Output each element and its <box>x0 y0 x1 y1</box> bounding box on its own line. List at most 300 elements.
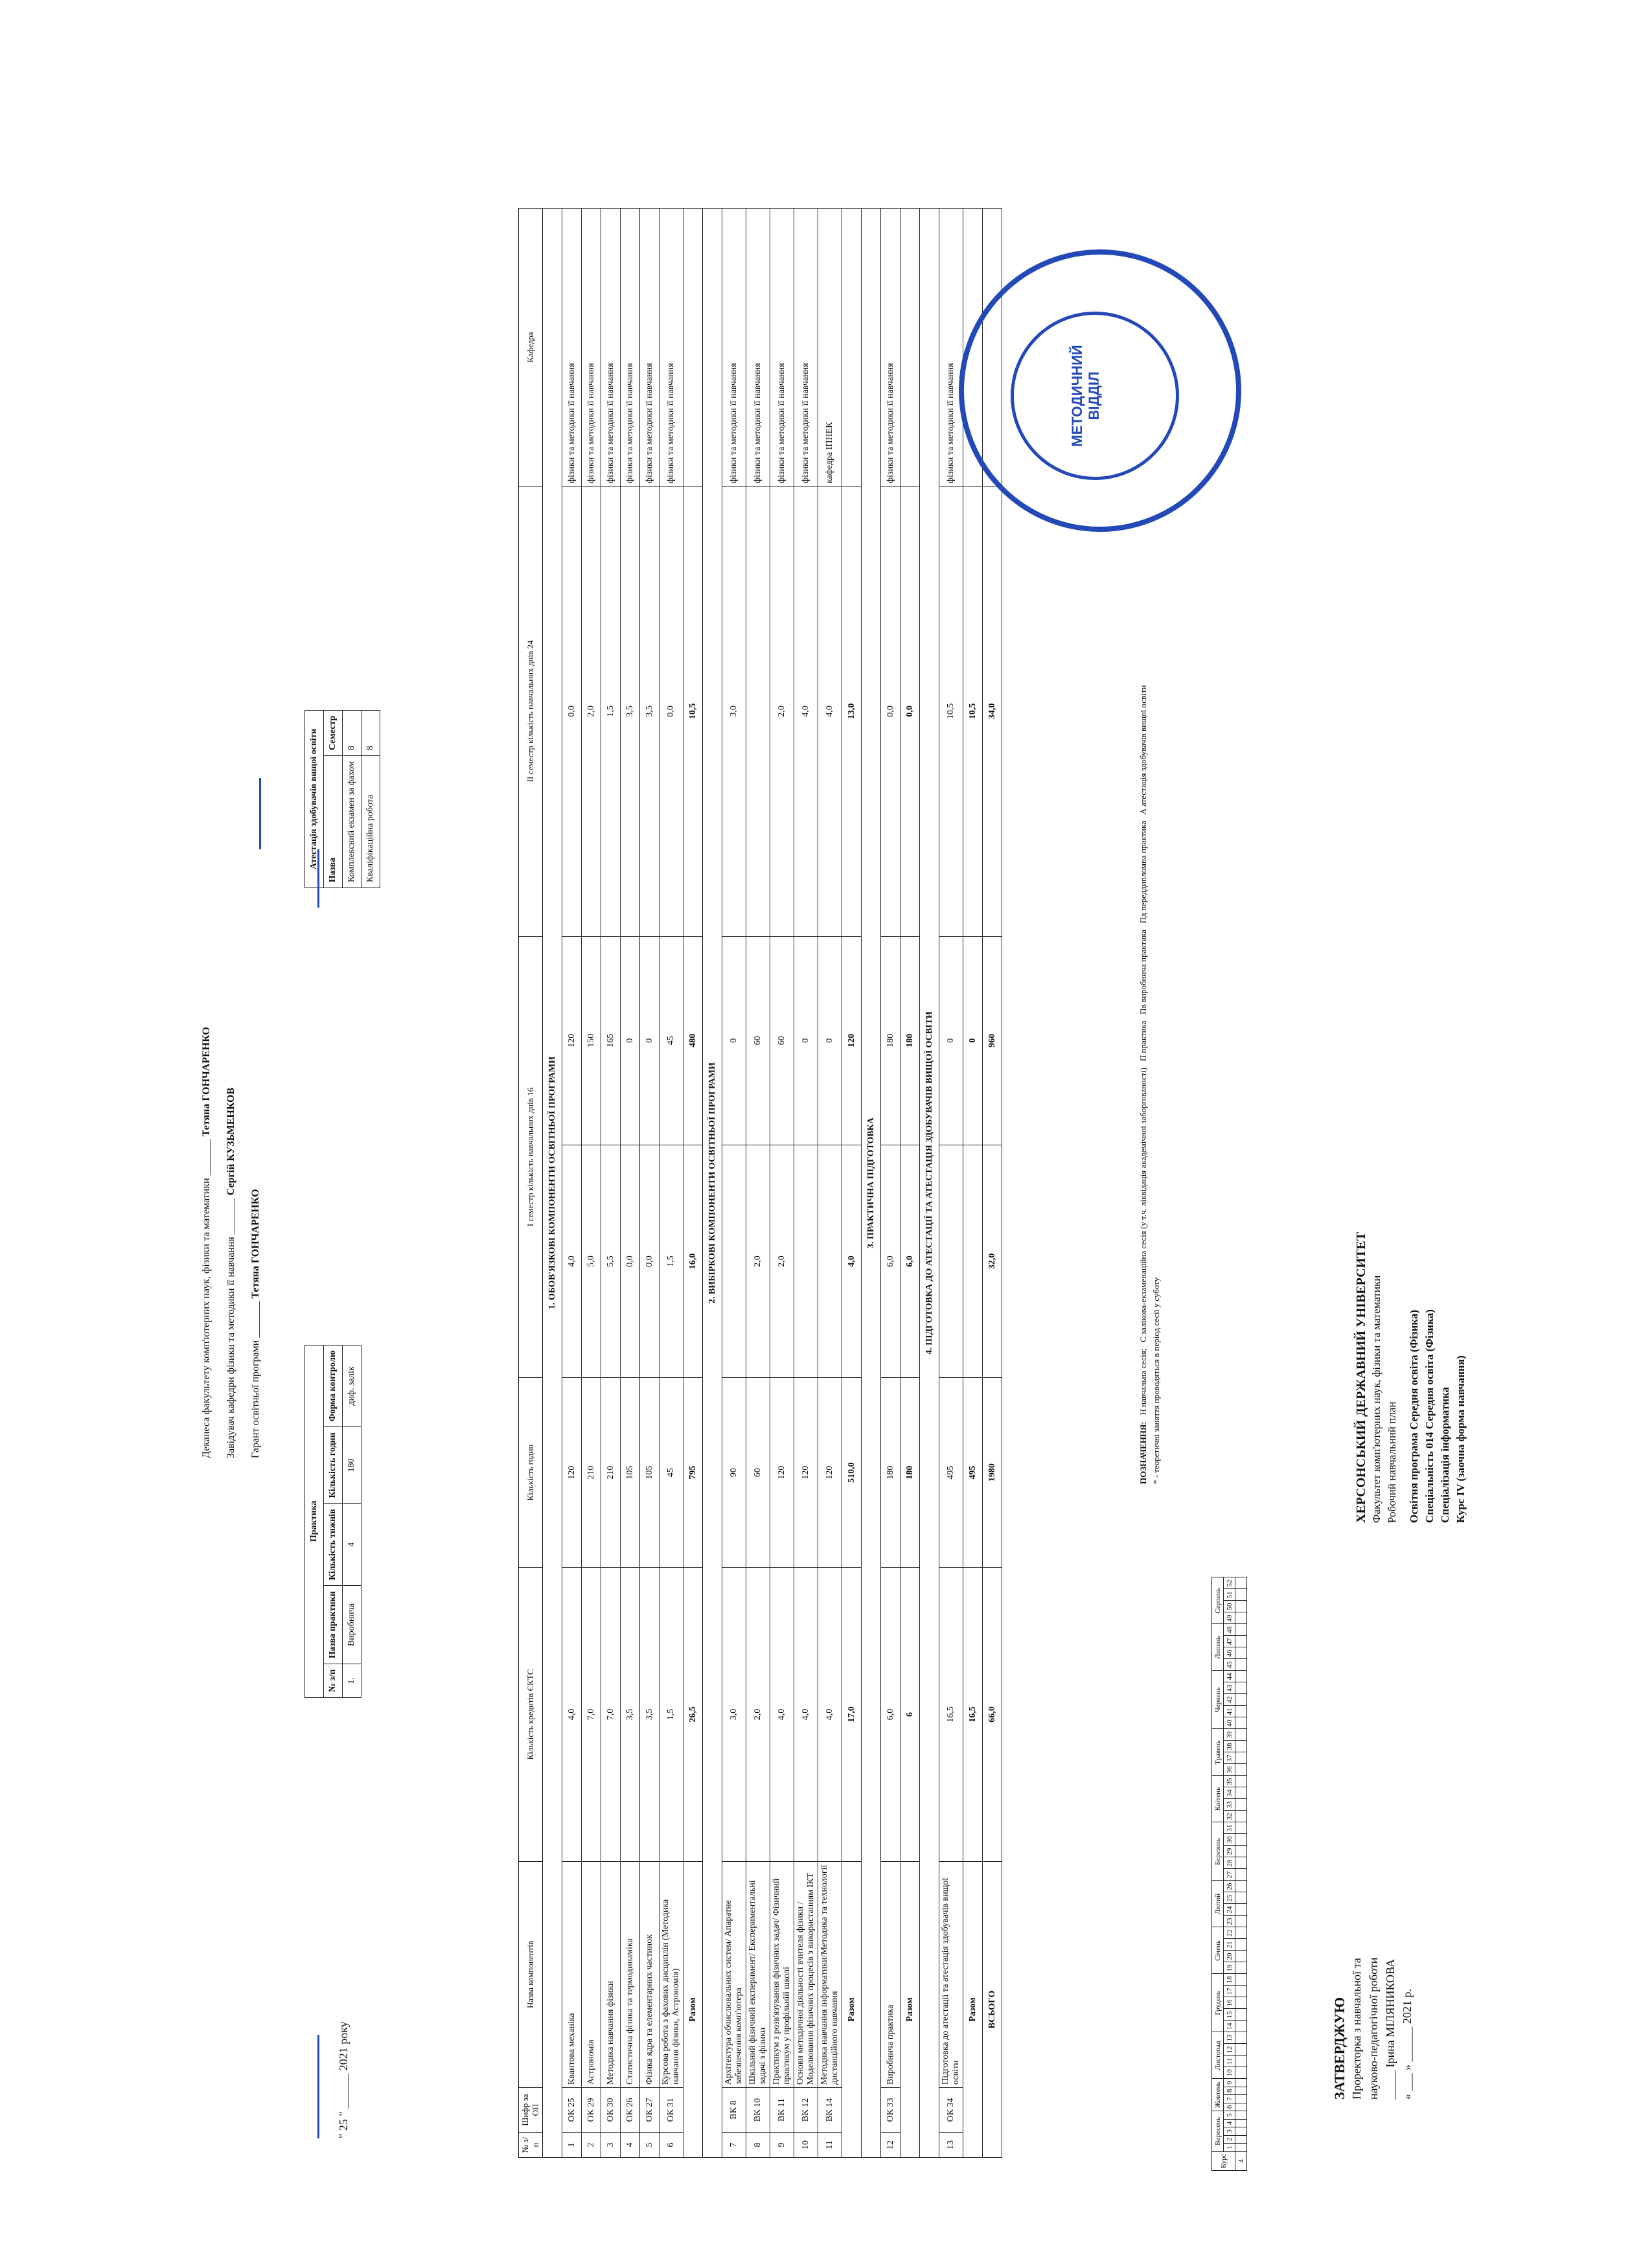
plan-cell-name: Квантова механіка <box>562 1862 582 2088</box>
plan-cell-s2cr: 4,0 <box>794 487 818 937</box>
total-cr: 6 <box>901 1567 920 1861</box>
practice-name: Виробнича <box>343 1586 361 1664</box>
signatures <box>194 551 268 1458</box>
plan-cell-name: Методика навчання фізики <box>601 1862 621 2088</box>
plan-cell-dept: фізики та методики її навчання <box>601 209 621 487</box>
schedule-cell <box>1235 1846 1247 1857</box>
plan-cell-h: 120 <box>562 1378 582 1568</box>
schedule-cell <box>1235 1612 1247 1624</box>
schedule-cell <box>1235 1624 1247 1636</box>
approval-date: « ___ » ______ 2021 р. <box>1401 1989 1414 2100</box>
schedule-cell <box>1235 1752 1247 1764</box>
plan-cell-n: 2 <box>582 2133 601 2158</box>
total-row <box>901 209 920 2158</box>
plan-cell-name: Курсова робота з фахових дисциплін (Методика навчання фізики, Астрономія) <box>660 1862 683 2088</box>
week-cell: 24 <box>1224 1904 1235 1916</box>
plan-cell-dept: фізики та методики її навчання <box>640 209 660 487</box>
plan-cell-s1cr: 1,5 <box>660 1145 683 1377</box>
total-s1t: 480 <box>683 936 703 1145</box>
practice-table <box>304 1345 361 1698</box>
plan-cell-s1cr: 0,0 <box>640 1145 660 1377</box>
plan-row <box>881 209 901 2158</box>
plan-row <box>562 209 582 2158</box>
plan-row <box>640 209 660 2158</box>
week-cell: 34 <box>1224 1787 1235 1799</box>
plan-row <box>770 209 794 2158</box>
schedule-table <box>1211 1577 1247 2171</box>
plan-row <box>939 209 963 2158</box>
practice-h-form: Форма контролю <box>324 1345 343 1427</box>
plan-cell-code: ВК 14 <box>818 2088 842 2133</box>
approval-line-2: науково-педагогічної роботи <box>1367 1957 1380 2100</box>
col-sem1: I семестр кількість навчальних днів 16 <box>519 936 543 1377</box>
plan-cell-h: 120 <box>794 1378 818 1568</box>
plan-cell-name: Практикум з розв'язування фізичних задач/ Фізичний практикум у профільній школі <box>770 1862 794 2088</box>
plan-cell-dept: фізики та методики її навчання <box>881 209 901 487</box>
plan-cell-cr: 4,0 <box>562 1567 582 1861</box>
plan-cell-h: 120 <box>770 1378 794 1568</box>
month: Травень <box>1212 1729 1224 1776</box>
schedule-course-number: 4 <box>1235 2151 1247 2170</box>
schedule-cell <box>1235 2056 1247 2067</box>
total-label: Разом <box>963 1862 983 2158</box>
signature-name: Тетяна ГОНЧАРЕНКО <box>201 1027 212 1137</box>
signature-dean: Деканеса факультету комп'ютерних наук, фізики та математики _______ Тетяна ГОНЧАРЕНКО <box>201 1027 212 1458</box>
course: Курс IV (заочна форма навчання) <box>1454 1355 1467 1523</box>
week-cell: 29 <box>1224 1846 1235 1857</box>
week-cell: 6 <box>1224 2103 1235 2111</box>
plan-cell-n: 10 <box>794 2133 818 2158</box>
section-4-rows <box>939 209 963 2158</box>
plan-row <box>746 209 770 2158</box>
total-s1t: 960 <box>983 936 1002 1145</box>
plan-cell-s2cr: 4,0 <box>818 487 842 937</box>
schedule-cell <box>1235 2095 1247 2103</box>
plan-cell-s1cr: 2,0 <box>770 1145 794 1377</box>
doc-header <box>1354 65 1469 1523</box>
signature-scribble <box>279 2035 319 2138</box>
section-row <box>703 209 722 2158</box>
schedule-course-row <box>1235 1577 1247 2171</box>
schedule-cell <box>1235 2144 1247 2152</box>
attestation-sem: 8 <box>343 710 361 755</box>
plan-cell-s1t: 180 <box>881 936 901 1145</box>
plan-cell-dept: фізики та методики її навчання <box>660 209 683 487</box>
schedule-cell <box>1235 1647 1247 1659</box>
schedule-cell <box>1235 1869 1247 1881</box>
doc-title: Робочий навчальний план <box>1386 1401 1398 1523</box>
plan-cell-code: ОК 27 <box>640 2088 660 2133</box>
plan-cell-cr: 3,0 <box>722 1567 746 1861</box>
plan-cell-name: Астрономія <box>582 1862 601 2088</box>
plan-cell-name: Основи методичної діяльності вчителя фізики / Моделювання фізичних процесів з використанням ІКТ <box>794 1862 818 2088</box>
total-row <box>842 209 862 2158</box>
month: Серпень <box>1212 1577 1224 1624</box>
month: Лютий <box>1212 1881 1224 1927</box>
week-cell: 51 <box>1224 1589 1235 1601</box>
month: Вересень <box>1212 2111 1224 2152</box>
plan-cell-dept: фізики та методики її навчання <box>939 209 963 487</box>
month: Грудень <box>1212 1974 1224 2032</box>
plan-cell-dept: фізики та методики її навчання <box>562 209 582 487</box>
section-title: 1. ОБОВ'ЯЗКОВІ КОМПОНЕНТИ ОСВІТНЬОЇ ПРОГРАМИ <box>543 209 562 2158</box>
plan-cell-cr: 3,5 <box>640 1567 660 1861</box>
week-cell: 8 <box>1224 2087 1235 2095</box>
schedule-course-label: Курс <box>1212 2151 1235 2170</box>
plan-cell-dept: кафедра ІПНЕК <box>818 209 842 487</box>
section-title: 4. ПІДГОТОВКА ДО АТЕСТАЦІЇ ТА АТЕСТАЦІЯ ЗДОБУВАЧІВ ВИЩОЇ ОСВІТИ <box>920 209 939 2158</box>
col-code: Шифр за ОП <box>519 2088 543 2133</box>
plan-cell-n: 3 <box>601 2133 621 2158</box>
approval-name: _____ Ірина МІЛЯНИКОВА <box>1384 1959 1397 2100</box>
stamp-text: МЕТОДИЧНИЙ ВІДДІЛ <box>1069 345 1102 447</box>
schedule-cell <box>1235 2079 1247 2087</box>
plan-cell-s1cr: 6,0 <box>881 1145 901 1377</box>
total-h: 495 <box>963 1378 983 1568</box>
legend-note: * - теоретичні заняття проводяться в період сесії у суботу <box>1151 1277 1161 1484</box>
week-cell: 39 <box>1224 1729 1235 1741</box>
attestation-row <box>343 710 361 888</box>
plan-cell-name: Виробнича практика <box>881 1862 901 2088</box>
plan-cell-dept: фізики та методики її навчання <box>770 209 794 487</box>
schedule-cell <box>1235 2021 1247 2032</box>
practice-h-hours: Кількість годин <box>324 1427 343 1504</box>
plan-cell-code: ОК 30 <box>601 2088 621 2133</box>
week-cell: 36 <box>1224 1764 1235 1776</box>
week-cell: 41 <box>1224 1706 1235 1717</box>
plan-cell-s1t: 0 <box>640 936 660 1145</box>
week-cell: 17 <box>1224 1986 1235 1997</box>
plan-cell-name: Підготовка до атестації та атестація здобувачів вищої освіти <box>939 1862 963 2088</box>
signature-guarantor: Гарант освітньої програми _______ Тетяна ГОНЧАРЕНКО <box>250 1189 261 1458</box>
schedule-cell <box>1235 1904 1247 1916</box>
plan-row <box>660 209 683 2158</box>
legend-item: Пв виробнича практика <box>1138 929 1148 1014</box>
total-label: Разом <box>901 1862 920 2158</box>
plan-cell-h: 180 <box>881 1378 901 1568</box>
week-cell: 38 <box>1224 1741 1235 1752</box>
col-dept: Кафедра <box>519 209 543 487</box>
legend-item: П практика <box>1138 1020 1148 1062</box>
schedule-cell <box>1235 1927 1247 1939</box>
practice-hours: 180 <box>343 1427 361 1504</box>
week-cell: 32 <box>1224 1811 1235 1822</box>
approval-block <box>1331 1646 1416 2100</box>
plan-cell-name: Шкільний фізичний експеримент/ Експериментальні задачі з фізики <box>746 1862 770 2088</box>
week-cell: 30 <box>1224 1834 1235 1846</box>
schedule-cell <box>1235 1962 1247 1974</box>
faculty-name: Факультет комп'ютерних наук, фізики та математики <box>1370 1275 1382 1523</box>
week-cell: 5 <box>1224 2111 1235 2120</box>
schedule-cell <box>1235 2135 1247 2144</box>
schedule-months-row <box>1212 1577 1224 2171</box>
section-1-rows <box>562 209 683 2158</box>
plan-cell-n: 1 <box>562 2133 582 2158</box>
plan-cell-s2cr: 2,0 <box>770 487 794 937</box>
week-cell: 4 <box>1224 2119 1235 2127</box>
plan-cell-cr: 4,0 <box>770 1567 794 1861</box>
week-cell: 25 <box>1224 1892 1235 1904</box>
attestation-name: Комплексний екзамен за фахом <box>343 756 361 888</box>
week-cell: 42 <box>1224 1694 1235 1706</box>
plan-cell-cr: 16,5 <box>939 1567 963 1861</box>
plan-cell-n: 9 <box>770 2133 794 2158</box>
schedule-cell <box>1235 2103 1247 2111</box>
legend-title: ПОЗНАЧЕННЯ: <box>1138 1421 1148 1484</box>
plan-cell-s1cr: 5,5 <box>601 1145 621 1377</box>
week-cell: 33 <box>1224 1799 1235 1811</box>
attestation-title: Атестація здобувачів вищої освіти <box>305 710 324 888</box>
plan-cell-s2cr: 0,0 <box>562 487 582 937</box>
attestation-row <box>361 710 380 888</box>
signature-name: Тетяна ГОНЧАРЕНКО <box>250 1189 261 1299</box>
plan-cell-cr: 3,5 <box>621 1567 640 1861</box>
plan-cell-s1t: 0 <box>794 936 818 1145</box>
plan-cell-s1t: 60 <box>770 936 794 1145</box>
week-cell: 3 <box>1224 2127 1235 2136</box>
total-cr: 17,0 <box>842 1567 862 1861</box>
week-cell: 27 <box>1224 1869 1235 1881</box>
schedule-cell <box>1235 1974 1247 1986</box>
plan-cell-s1t: 0 <box>818 936 842 1145</box>
practice-title: Практика <box>305 1345 324 1697</box>
week-cell: 20 <box>1224 1951 1235 1962</box>
week-cell: 19 <box>1224 1962 1235 1974</box>
plan-cell-n: 4 <box>621 2133 640 2158</box>
plan-cell-code: ВК 10 <box>746 2088 770 2133</box>
plan-cell-n: 8 <box>746 2133 770 2158</box>
schedule-cell <box>1235 1601 1247 1612</box>
week-cell: 10 <box>1224 2067 1235 2079</box>
schedule-cell <box>1235 2009 1247 2021</box>
plan-cell-name: Архітектура обчислювальних систем/ Апаратне забезпечення комп'ютера <box>722 1862 746 2088</box>
signature-label: Деканеса факультету комп'ютерних наук, фізики та математики <box>201 1178 212 1458</box>
grand-total-row <box>983 209 1002 2158</box>
month: Жовтень <box>1212 2079 1224 2111</box>
schedule-cell <box>1235 1776 1247 1787</box>
week-cell: 31 <box>1224 1822 1235 1834</box>
col-num: № з/п <box>519 2133 543 2158</box>
plan-cell-s1t: 120 <box>562 936 582 1145</box>
schedule-cell <box>1235 2119 1247 2127</box>
practice-row <box>343 1345 361 1697</box>
plan-cell-s1cr: 2,0 <box>746 1145 770 1377</box>
week-cell: 13 <box>1224 2032 1235 2044</box>
total-h: 510,0 <box>842 1378 862 1568</box>
plan-row <box>794 209 818 2158</box>
schedule-cell <box>1235 1892 1247 1904</box>
month: Квітень <box>1212 1776 1224 1822</box>
total-empty <box>683 209 703 487</box>
month: Січень <box>1212 1927 1224 1974</box>
schedule-cell <box>1235 1682 1247 1694</box>
plan-cell-s1cr <box>818 1145 842 1377</box>
signature-scribble <box>207 778 261 849</box>
plan-cell-s2cr: 1,5 <box>601 487 621 937</box>
schedule-cell <box>1235 1589 1247 1601</box>
total-s1cr: 6,0 <box>901 1145 920 1377</box>
plan-cell-name: Методика навчання інформатики/Методика та технології дистанційного навчання <box>818 1862 842 2088</box>
plan-cell-code: ВК 11 <box>770 2088 794 2133</box>
week-cell: 15 <box>1224 2009 1235 2021</box>
plan-cell-h: 60 <box>746 1378 770 1568</box>
schedule-cell <box>1235 1717 1247 1729</box>
schedule-cell <box>1235 1881 1247 1892</box>
legend-item: Н навчальна сесія; <box>1138 1348 1148 1415</box>
total-label: ВСЬОГО <box>983 1862 1002 2158</box>
plan-cell-dept: фізики та методики її навчання <box>746 209 770 487</box>
schedule-cell <box>1235 1764 1247 1776</box>
plan-cell-s2cr <box>746 487 770 937</box>
total-h: 180 <box>901 1378 920 1568</box>
legend-item: Пд переддипломна практика <box>1138 821 1148 924</box>
total-row <box>683 209 703 2158</box>
plan-row <box>601 209 621 2158</box>
signature-label: Завідувач кафедри фізики та методики її навчання <box>225 1237 236 1458</box>
attestation-h-name: Назва <box>324 756 343 888</box>
schedule-cell <box>1235 2127 1247 2136</box>
schedule-cell <box>1235 1951 1247 1962</box>
plan-cell-code: ОК 33 <box>881 2088 901 2133</box>
plan-cell-code: ОК 29 <box>582 2088 601 2133</box>
plan-cell-s1cr: 5,0 <box>582 1145 601 1377</box>
week-cell: 50 <box>1224 1601 1235 1612</box>
total-h: 1980 <box>983 1378 1002 1568</box>
plan-cell-dept: фізики та методики її навчання <box>621 209 640 487</box>
section-3-rows <box>881 209 901 2158</box>
approval-title: ЗАТВЕРДЖУЮ <box>1331 1997 1348 2100</box>
section-title: 2. ВИБІРКОВІ КОМПОНЕНТИ ОСВІТНЬОЇ ПРОГРАМИ <box>703 209 722 2158</box>
week-cell: 48 <box>1224 1624 1235 1636</box>
plan-cell-s2cr: 2,0 <box>582 487 601 937</box>
plan-cell-h: 120 <box>818 1378 842 1568</box>
plan-cell-cr: 7,0 <box>601 1567 621 1861</box>
plan-cell-s1t: 0 <box>722 936 746 1145</box>
col-hours: Кількість годин <box>519 1378 543 1568</box>
plan-cell-s1t: 45 <box>660 936 683 1145</box>
practice-form: диф. залік <box>343 1345 361 1427</box>
total-s1cr: 32,0 <box>983 1145 1002 1377</box>
section-row <box>543 209 562 2158</box>
schedule-cell <box>1235 2087 1247 2095</box>
week-cell: 26 <box>1224 1881 1235 1892</box>
plan-cell-cr: 1,5 <box>660 1567 683 1861</box>
attestation-name: Кваліфікаційна робота <box>361 756 380 888</box>
schedule-weeks-row <box>1224 1577 1235 2171</box>
section-2-rows <box>722 209 842 2158</box>
total-h: 795 <box>683 1378 703 1568</box>
total-s2cr: 0,0 <box>901 487 920 937</box>
week-cell: 21 <box>1224 1939 1235 1951</box>
week-cell: 35 <box>1224 1776 1235 1787</box>
plan-cell-s1t: 165 <box>601 936 621 1145</box>
schedule-cell <box>1235 1939 1247 1951</box>
total-s1cr <box>963 1145 983 1377</box>
plan-cell-code: ВК 12 <box>794 2088 818 2133</box>
week-cell: 16 <box>1224 1997 1235 2009</box>
plan-cell-h: 105 <box>640 1378 660 1568</box>
plan-cell-cr: 6,0 <box>881 1567 901 1861</box>
practice-h-num: № з/п <box>324 1664 343 1697</box>
plan-cell-s1t: 60 <box>746 936 770 1145</box>
signature-head: Завідувач кафедри фізики та методики її навчання _______ Сергій КУЗЬМЕНКОВ <box>225 1087 236 1458</box>
plan-cell-name: Статистична фізика та термодинаміка <box>621 1862 640 2088</box>
section-title: 3. ПРАКТИЧНА ПІДГОТОВКА <box>862 209 881 2158</box>
plan-header-row <box>519 209 543 2158</box>
schedule-cell <box>1235 2067 1247 2079</box>
plan-cell-s1t: 0 <box>621 936 640 1145</box>
schedule-cell <box>1235 1729 1247 1741</box>
plan-cell-s1cr <box>794 1145 818 1377</box>
schedule-cell <box>1235 1986 1247 1997</box>
plan-cell-cr: 2,0 <box>746 1567 770 1861</box>
total-s1t: 120 <box>842 936 862 1145</box>
plan-cell-s2cr: 10,5 <box>939 487 963 937</box>
plan-cell-n: 13 <box>939 2133 963 2158</box>
plan-cell-code: ОК 31 <box>660 2088 683 2133</box>
week-cell: 2 <box>1224 2135 1235 2144</box>
total-label: Разом <box>842 1862 862 2158</box>
month: Листопад <box>1212 2032 1224 2079</box>
schedule-cell <box>1235 1997 1247 2009</box>
plan-cell-cr: 4,0 <box>794 1567 818 1861</box>
signature-name: Сергій КУЗЬМЕНКОВ <box>225 1087 236 1196</box>
week-cell: 43 <box>1224 1682 1235 1694</box>
plan-cell-s1cr: 0,0 <box>621 1145 640 1377</box>
total-s2cr: 10,5 <box>963 487 983 937</box>
practice-h-weeks: Кількість тижнів <box>324 1504 343 1586</box>
plan-cell-s1t: 0 <box>939 936 963 1145</box>
schedule-cell <box>1235 1671 1247 1682</box>
schedule-cell <box>1235 1636 1247 1647</box>
plan-row <box>582 209 601 2158</box>
practice-h-name: Назва практики <box>324 1586 343 1664</box>
week-cell: 44 <box>1224 1671 1235 1682</box>
week-cell: 46 <box>1224 1647 1235 1659</box>
plan-cell-s1cr <box>939 1145 963 1377</box>
week-cell: 11 <box>1224 2056 1235 2067</box>
plan-cell-n: 11 <box>818 2133 842 2158</box>
plan-row <box>621 209 640 2158</box>
week-cell: 47 <box>1224 1636 1235 1647</box>
week-cell: 45 <box>1224 1659 1235 1671</box>
university-name: ХЕРСОНСЬКИЙ ДЕРЖАВНИЙ УНІВЕРСИТЕТ <box>1354 1231 1368 1523</box>
schedule-cell <box>1235 1706 1247 1717</box>
practice-weeks: 4 <box>343 1504 361 1586</box>
week-cell: 28 <box>1224 1857 1235 1869</box>
plan-row <box>818 209 842 2158</box>
plan-row <box>722 209 746 2158</box>
schedule-cell <box>1235 1694 1247 1706</box>
schedule-cell <box>1235 2032 1247 2044</box>
plan-cell-name: Фізика ядра та елементарних частинок <box>640 1862 660 2088</box>
week-cell: 49 <box>1224 1612 1235 1624</box>
plan-cell-s2cr: 3,0 <box>722 487 746 937</box>
footer-date: " 25 " ______ 2021 року <box>337 2021 350 2138</box>
week-cell: 18 <box>1224 1974 1235 1986</box>
study-plan-table <box>518 208 1002 2158</box>
col-name: Назва компонентів <box>519 1862 543 2088</box>
total-label: Разом <box>683 1862 703 2158</box>
schedule-cell <box>1235 1659 1247 1671</box>
schedule-cell <box>1235 2044 1247 2056</box>
plan-cell-cr: 7,0 <box>582 1567 601 1861</box>
plan-cell-h: 45 <box>660 1378 683 1568</box>
section-row <box>920 209 939 2158</box>
plan-cell-code: ОК 34 <box>939 2088 963 2133</box>
plan-cell-code: ОК 25 <box>562 2088 582 2133</box>
attestation-h-sem: Семестр <box>324 710 343 755</box>
